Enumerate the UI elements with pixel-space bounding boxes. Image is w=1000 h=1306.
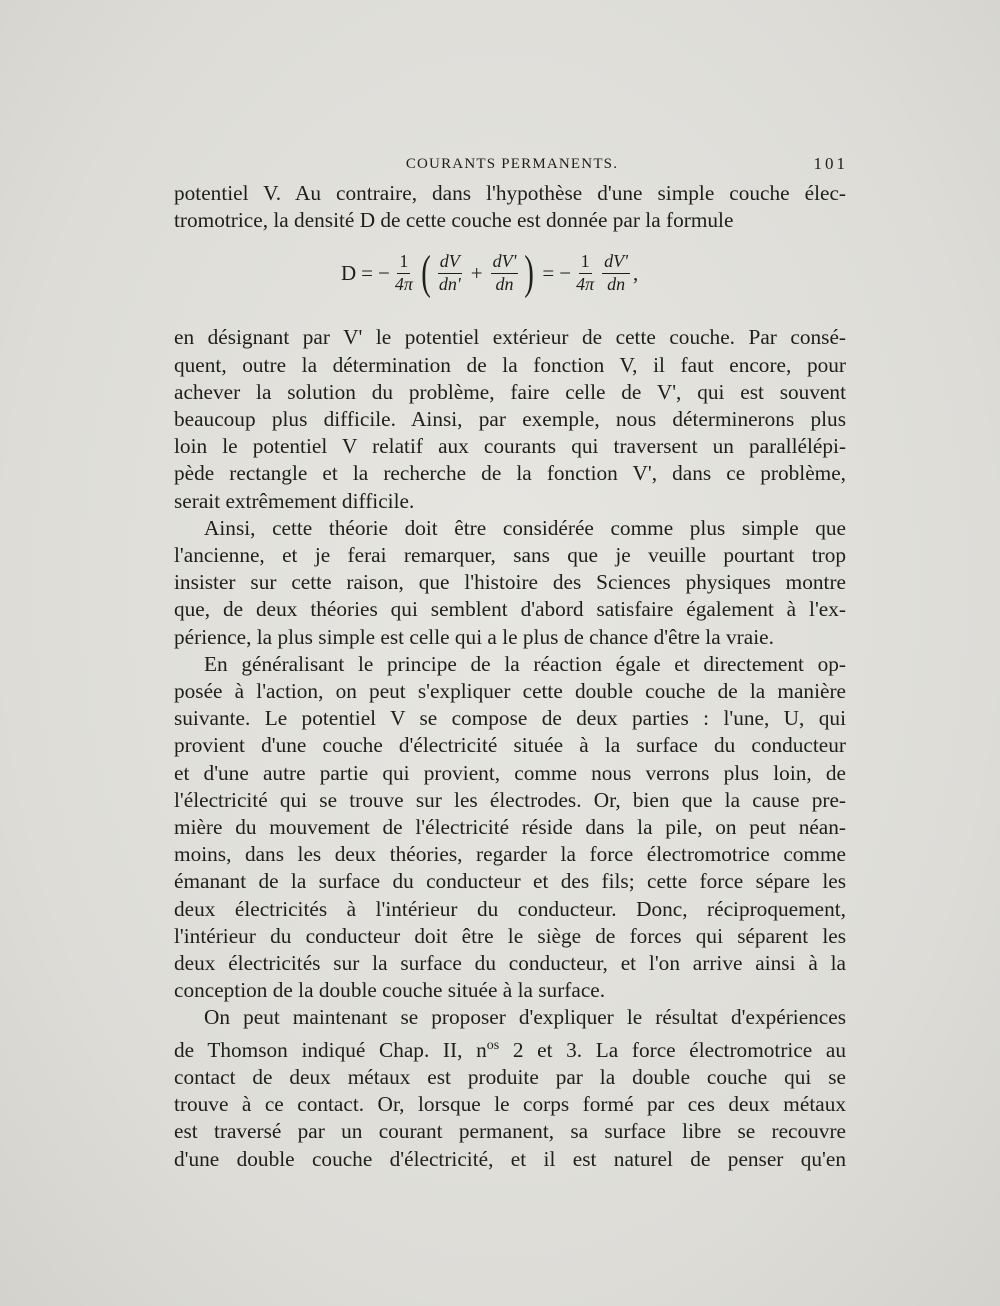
superscript-os: os <box>486 1037 500 1053</box>
text-line: pède rectangle et la recherche de la fonction V', dans ce problème, <box>174 461 846 486</box>
text-line: achever la solution du problème, faire celle de V', qui est souvent <box>174 379 846 404</box>
fraction-numerator: 1 <box>579 252 592 274</box>
text-line: insister sur cette raison, que l'histoire des Sciences physiques montre <box>174 570 846 595</box>
text-line: l'ancienne, et je ferai remarquer, sans que je veuille pourtant trop <box>174 543 846 568</box>
text-line: suivante. Le potentiel V se compose de deux parties : l'une, U, qui <box>174 706 846 731</box>
fraction-denominator: dn <box>495 273 514 294</box>
fraction-one-over-four-pi <box>574 252 596 295</box>
text-line: tromotrice, la densité D de cette couche est donnée par la formule <box>174 208 734 233</box>
text-line: potentiel V. Au contraire, dans l'hypothèse d'une simple couche élec- <box>174 181 846 205</box>
formula-minus: − <box>559 260 572 285</box>
formula-equals: = <box>361 260 374 285</box>
fraction-numerator: dV <box>438 252 462 274</box>
text-line: Ainsi, cette théorie doit être considérée comme plus simple que <box>204 515 846 540</box>
text-line: quent, outre la détermination de la fonction V, il faut encore, pour <box>174 352 846 377</box>
text-line: moins, dans les deux théories, regarder la force électromotrice comme <box>174 842 846 867</box>
fraction-denominator: 4π <box>576 273 595 294</box>
fraction-one-over-four-pi <box>393 252 415 295</box>
text-line: est traversé par un courant permanent, sa surface libre se recouvre <box>174 1119 846 1144</box>
text-line: serait extrêmement difficile. <box>174 488 415 513</box>
text-line: deux électricités sur la surface du conducteur, et l'on arrive ainsi à la <box>174 951 846 976</box>
left-paren: ( <box>421 246 431 300</box>
formula-comma: , <box>633 260 639 285</box>
fraction-denominator: dn' <box>438 273 461 294</box>
density-formula <box>174 234 846 324</box>
text-line-part: 2 et 3. La force électromotrice au <box>499 1037 846 1062</box>
formula-lhs: D <box>341 260 357 285</box>
fraction-numerator: dV' <box>491 252 519 274</box>
fraction-numerator: dV' <box>602 252 630 274</box>
text-line: que, de deux théories qui semblent d'abord satisfaire également à l'ex- <box>174 597 846 622</box>
fraction-dV-dn-prime <box>437 252 463 295</box>
text-line: beaucoup plus difficile. Ainsi, par exemple, nous déterminerons plus <box>174 407 846 432</box>
fraction-denominator: dn <box>607 273 626 294</box>
text-line: trouve à ce contact. Or, lorsque le corps formé par ces deux métaux <box>174 1092 846 1117</box>
text-line: loin le potentiel V relatif aux courants qui traversent un parallélépi- <box>174 434 846 459</box>
text-line: et d'une autre partie qui provient, comme nous verrons plus loin, de <box>174 760 846 785</box>
text-line: contact de deux métaux est produite par la double couche qui se <box>174 1064 846 1089</box>
fraction-denominator: 4π <box>394 273 413 294</box>
text-line: en désignant par V' le potentiel extérieur de cette couche. Par consé- <box>174 325 846 350</box>
text-line <box>174 1032 846 1064</box>
text-line-part: de Thomson indiqué Chap. II, n <box>174 1037 487 1062</box>
text-line: l'électricité qui se trouve sur les électrodes. Or, bien que la cause pre- <box>174 787 846 812</box>
text-line: provient d'une couche d'électricité située à la surface du conducteur <box>174 733 846 758</box>
text-line: d'une double couche d'électricité, et il est naturel de penser qu'en <box>174 1146 846 1171</box>
text-line: deux électricités à l'intérieur du conducteur. Donc, réciproquement, <box>174 896 846 921</box>
formula-plus: + <box>470 260 483 285</box>
fraction-numerator: 1 <box>397 252 410 274</box>
formula-minus: − <box>378 260 390 285</box>
text-line: posée à l'action, on peut s'expliquer cette double couche de la manière <box>174 679 846 704</box>
text-line: l'intérieur du conducteur doit être le siège de forces qui séparent les <box>174 923 846 948</box>
page-number: 101 <box>813 154 848 173</box>
fraction-dV-prime-dn <box>602 252 630 295</box>
body-text <box>174 180 846 1173</box>
text-line: On peut maintenant se proposer d'expliquer le résultat d'expériences <box>204 1005 846 1030</box>
formula-equals: = <box>542 260 555 285</box>
running-title: COURANTS PERMANENTS. <box>405 156 619 172</box>
text-line: En généralisant le principe de la réaction égale et directement op- <box>204 651 846 676</box>
running-head <box>174 154 850 178</box>
text-line: émanant de la surface du conducteur et des fils; cette force sépare les <box>174 869 846 894</box>
right-paren: ) <box>524 246 535 300</box>
text-line: mière du mouvement de l'électricité réside dans la pile, on peut néan- <box>174 815 846 840</box>
text-line: périence, la plus simple est celle qui a le plus de chance d'être la vraie. <box>174 624 774 649</box>
text-line: conception de la double couche située à la surface. <box>174 978 606 1003</box>
fraction-dV-prime-dn <box>491 252 519 295</box>
